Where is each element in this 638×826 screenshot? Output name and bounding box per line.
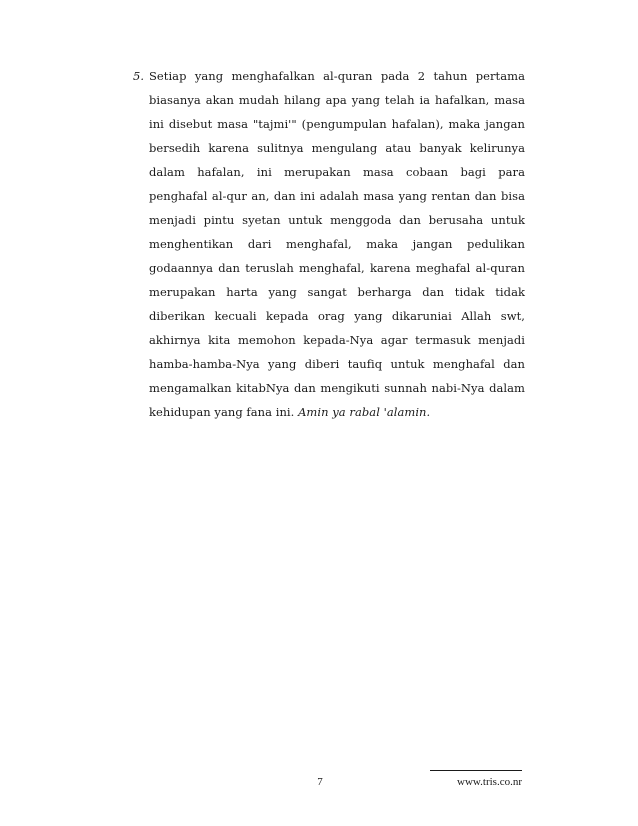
page-number: 7 <box>317 776 323 788</box>
footer-website: www.tris.co.nr <box>457 776 522 788</box>
list-item-number: 5. <box>133 69 144 83</box>
paragraph-text: Setiap yang menghafalkan al-quran pada 2 tahun pertama biasanya akan mudah hilang apa yang telah ia hafalkan, masa ini disebut masa "tajmi'" (pengumpulan hafalan), maka jangan bersedih karena sulitnya mengulang atau banyak kelirunya dalam hafalan, ini merupakan masa cobaan bagi para penghafal al-qur an, dan ini adalah masa yang rentan dan bisa menjadi pintu syetan untuk menggoda dan berusaha untuk menghentikan dari menghafal, maka jangan pedulikan godaannya dan teruslah menghafal, karena meghafal al-quran merupakan harta yang sangat berharga dan tidak tidak diberikan kecuali kepada orag yang dikaruniai Allah swt, akhirnya kita memohon kepada-Nya agar termasuk menjadi hamba-hamba-Nya yang diberi taufiq untuk menghafal dan mengamalkan kitabNya dan mengikuti sunnah nabi-Nya dalam kehidupan yang fana ini. <box>149 69 525 419</box>
paragraph <box>149 64 525 424</box>
footer-divider <box>430 770 522 771</box>
paragraph-closing: Amin ya rabal 'alamin. <box>298 405 431 419</box>
